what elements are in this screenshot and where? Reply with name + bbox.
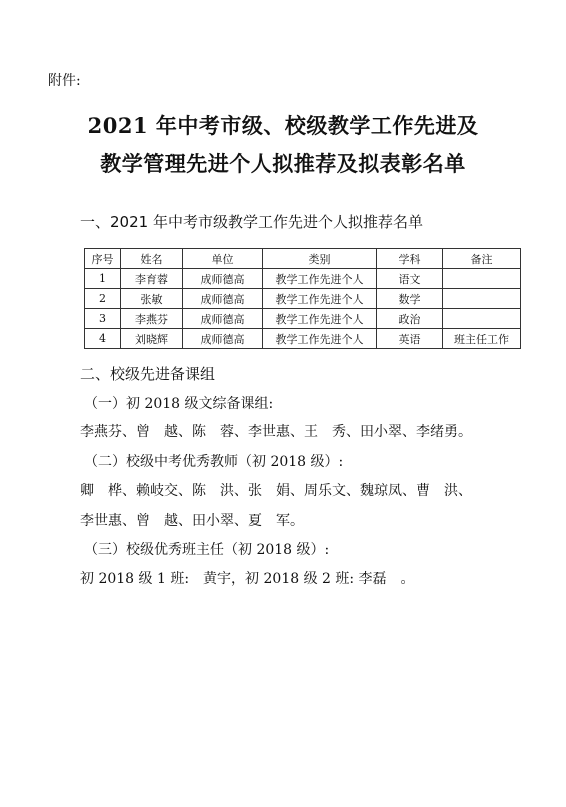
table-cell: 教学工作先进个人 bbox=[263, 309, 377, 329]
table-cell: 语文 bbox=[377, 269, 443, 289]
person-name: 陈 洪 bbox=[192, 483, 234, 499]
group-3-label: （三）校级优秀班主任（初 2018 级）: bbox=[84, 542, 330, 558]
section-heading-municipal: 一、2021 年中考市级教学工作先进个人拟推荐名单 bbox=[80, 213, 423, 231]
header-cell-name: 姓名 bbox=[121, 249, 183, 269]
table-cell: 政治 bbox=[377, 309, 443, 329]
table-cell: 教学工作先进个人 bbox=[263, 329, 377, 349]
table-cell: 班主任工作 bbox=[443, 329, 521, 349]
recommendation-table bbox=[84, 248, 521, 349]
table-cell: 成师德高 bbox=[183, 309, 263, 329]
table-row bbox=[85, 289, 521, 309]
person-name: 李绪勇 bbox=[416, 424, 458, 440]
group-3-line: 初 2018 级 1 班: 黄宇，初 2018 级 2 班: 李磊 。 bbox=[80, 571, 415, 587]
table-row bbox=[85, 309, 521, 329]
group-2-label: （二）校级中考优秀教师（初 2018 级）: bbox=[84, 454, 344, 470]
table-cell: 成师德高 bbox=[183, 269, 263, 289]
document-title-line-1: 2021 年中考市级、校级教学工作先进及 bbox=[87, 113, 479, 138]
document-title-line-2: 教学管理先进个人拟推荐及拟表彰名单 bbox=[100, 151, 466, 176]
group-2-names-line-2: 李世惠、曾 越、田小翠、夏 军。 bbox=[80, 513, 304, 529]
person-name: 陈 蓉 bbox=[192, 424, 234, 440]
header-cell-index: 序号 bbox=[85, 249, 121, 269]
person-name: 周乐文 bbox=[304, 483, 346, 499]
table-row bbox=[85, 269, 521, 289]
table-cell: 3 bbox=[85, 309, 121, 329]
table-header-row bbox=[85, 249, 521, 269]
person-name: 李世惠 bbox=[80, 513, 122, 529]
person-name: 张 娟 bbox=[248, 483, 290, 499]
table-cell: 李育蓉 bbox=[121, 269, 183, 289]
group-2-names-line-1: 卿 桦、赖岐交、陈 洪、张 娟、周乐文、魏琼凤、曹 洪、 bbox=[80, 483, 472, 499]
attachment-label: 附件: bbox=[48, 73, 81, 89]
table-cell bbox=[443, 309, 521, 329]
person-name: 李燕芬 bbox=[80, 424, 122, 440]
person-name: 曾 越 bbox=[136, 513, 178, 529]
group-1-names: 李燕芬、曾 越、陈 蓉、李世惠、王 秀、田小翠、李绪勇。 bbox=[80, 424, 472, 440]
header-cell-unit: 单位 bbox=[183, 249, 263, 269]
header-cell-category: 类别 bbox=[263, 249, 377, 269]
table-cell bbox=[443, 289, 521, 309]
person-name: 王 秀 bbox=[304, 424, 346, 440]
table-cell: 成师德高 bbox=[183, 329, 263, 349]
person-name: 田小翠 bbox=[360, 424, 402, 440]
table-cell: 数学 bbox=[377, 289, 443, 309]
person-name: 曹 洪 bbox=[416, 483, 458, 499]
person-name: 田小翠 bbox=[192, 513, 234, 529]
table-cell: 英语 bbox=[377, 329, 443, 349]
table-cell: 成师德高 bbox=[183, 289, 263, 309]
person-name: 魏琼凤 bbox=[360, 483, 402, 499]
table-cell: 刘晓辉 bbox=[121, 329, 183, 349]
person-name: 曾 越 bbox=[136, 424, 178, 440]
table-cell: 教学工作先进个人 bbox=[263, 289, 377, 309]
table-cell bbox=[443, 269, 521, 289]
person-name: 赖岐交 bbox=[136, 483, 178, 499]
table-cell: 李燕芬 bbox=[121, 309, 183, 329]
group-1-label: （一）初 2018 级文综备课组: bbox=[84, 396, 274, 412]
person-name: 卿 桦 bbox=[80, 483, 122, 499]
table-cell: 4 bbox=[85, 329, 121, 349]
header-cell-remarks: 备注 bbox=[443, 249, 521, 269]
table-cell: 2 bbox=[85, 289, 121, 309]
person-name: 夏 军 bbox=[248, 513, 290, 529]
table-cell: 1 bbox=[85, 269, 121, 289]
table-row bbox=[85, 329, 521, 349]
person-name: 李世惠 bbox=[248, 424, 290, 440]
table-cell: 张敏 bbox=[121, 289, 183, 309]
table-cell: 教学工作先进个人 bbox=[263, 269, 377, 289]
header-cell-subject: 学科 bbox=[377, 249, 443, 269]
section-heading-school: 二、校级先进备课组 bbox=[80, 365, 216, 383]
